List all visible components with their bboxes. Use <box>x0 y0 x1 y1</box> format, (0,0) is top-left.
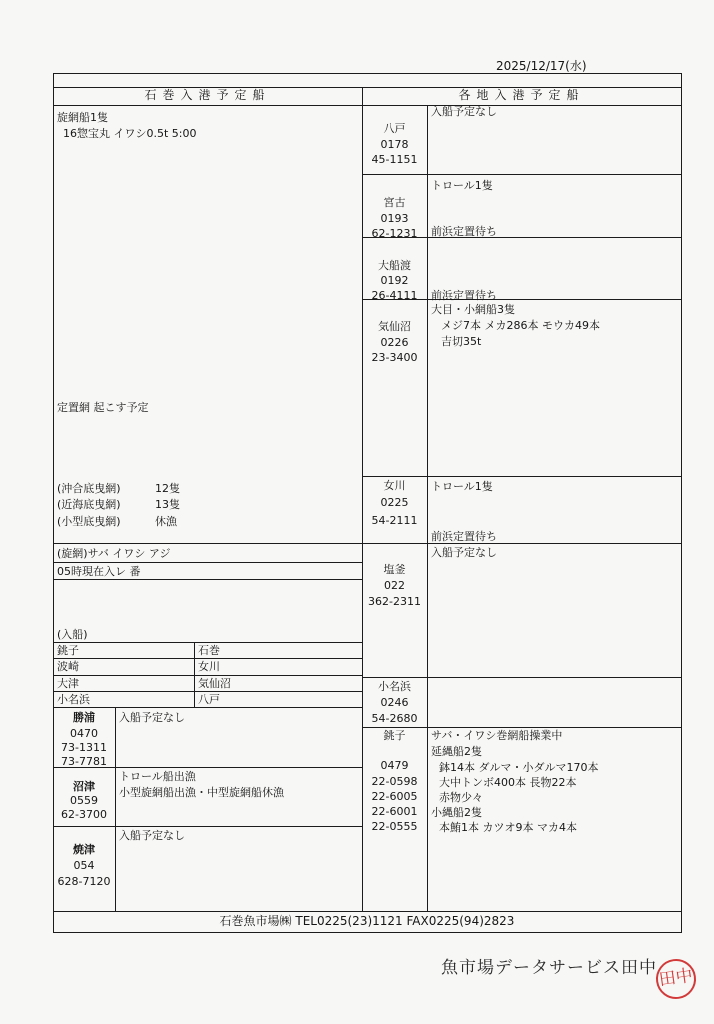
port-name: 八戸 <box>383 122 406 135</box>
left-row-line-6 <box>53 675 362 676</box>
lower-left-divider <box>115 707 116 911</box>
port-grid-divider <box>194 642 195 707</box>
right-row-line-7 <box>362 727 681 728</box>
port-tel: 73-7781 <box>61 755 107 768</box>
port-tel: 0226 <box>380 336 409 349</box>
purse-seine-title: 旋網船1隻 <box>57 111 108 124</box>
left-row-line-1 <box>53 543 362 544</box>
port-tel: 23-3400 <box>371 351 418 364</box>
port-tel: 022 <box>384 579 405 592</box>
port-tel: 62-3700 <box>61 808 107 821</box>
port-name: 塩釜 <box>383 563 406 576</box>
port-tel: 362-2311 <box>368 595 421 608</box>
port-cell: 女川 <box>198 660 220 673</box>
port-cell: 小名浜 <box>57 693 90 706</box>
port-cell: 波崎 <box>57 660 79 673</box>
port-tel: 0178 <box>380 138 409 151</box>
left-header: 石巻入港予定船 <box>144 88 271 102</box>
right-header: 各地入港予定船 <box>458 88 585 102</box>
footer-top-line <box>53 911 681 912</box>
port-name: 気仙沼 <box>378 320 411 333</box>
port-note: 入船予定なし <box>119 829 185 842</box>
port-note: 本鮪1本 カツオ9本 マカ4本 <box>439 821 577 834</box>
port-note: 前浜定置待ち <box>431 289 497 302</box>
port-note: 入船予定なし <box>119 711 185 724</box>
port-tel: 73-1311 <box>61 741 107 754</box>
footer-contact: 石巻魚市場㈱ TEL0225(23)1121 FAX0225(94)2823 <box>219 914 515 928</box>
trawl-value: 休漁 <box>155 515 177 528</box>
port-name: 銚子 <box>383 729 406 742</box>
port-tel: 0246 <box>380 696 409 709</box>
port-tel: 22-0555 <box>371 820 418 833</box>
port-note: 大目・小網船3隻 <box>431 303 515 316</box>
port-note: 入船予定なし <box>431 546 497 559</box>
seal-stamp: 田中 <box>653 956 698 1001</box>
left-row-line-8 <box>53 707 362 708</box>
port-note: トロール船出漁 <box>119 770 196 783</box>
port-tel: 54-2111 <box>371 514 418 527</box>
port-note: トロール1隻 <box>431 179 493 192</box>
port-note: 入船予定なし <box>431 105 497 118</box>
port-tel: 26-4111 <box>371 289 418 302</box>
entering-title: (入船) <box>57 628 88 641</box>
port-tel: 628-7120 <box>57 875 111 888</box>
left-row-line-5 <box>53 658 362 659</box>
port-tel: 22-0598 <box>371 775 418 788</box>
port-name: 沼津 <box>73 780 95 793</box>
port-name: 大船渡 <box>378 259 411 272</box>
right-row-line-4 <box>362 476 681 477</box>
trawl-value: 13隻 <box>155 498 180 511</box>
port-note: 前浜定置待ち <box>431 225 497 238</box>
port-cell: 大津 <box>57 677 79 690</box>
port-note: 延縄船2隻 <box>431 745 482 758</box>
port-note: 小縄船2隻 <box>431 806 482 819</box>
left-row-line-7 <box>53 691 362 692</box>
trawl-label: (沖合底曳網) <box>57 482 121 495</box>
catch-line: (旋網)サバ イワシ アジ <box>57 547 171 560</box>
top-border <box>53 73 681 74</box>
port-tel: 0225 <box>380 496 409 509</box>
trawl-label: (小型底曳網) <box>57 515 121 528</box>
port-note: 前浜定置待ち <box>431 530 497 543</box>
port-note: 大中トンボ400本 長物22本 <box>439 776 577 789</box>
port-name: 焼津 <box>73 843 95 856</box>
left-row-line-4 <box>53 642 362 643</box>
current-status: 05時現在入レ 番 <box>57 565 141 578</box>
port-note: サバ・イワシ巻網船操業中 <box>431 729 563 742</box>
bottom-border <box>53 932 681 933</box>
lower-row-line-2 <box>53 826 362 827</box>
port-tel: 054 <box>73 859 95 872</box>
trawl-label: (近海底曳網) <box>57 498 121 511</box>
port-note: トロール1隻 <box>431 480 493 493</box>
port-tel: 22-6001 <box>371 805 418 818</box>
port-tel: 0479 <box>380 759 409 772</box>
port-tel: 0559 <box>70 794 98 807</box>
right-inner-divider <box>427 105 428 911</box>
report-date: 2025/12/17(水) <box>496 59 587 73</box>
handwritten-signature: 魚市場データサービス田中 <box>441 958 657 978</box>
right-row-line-1 <box>362 174 681 175</box>
port-name: 宮古 <box>383 196 406 209</box>
purse-seine-detail: 16惣宝丸 イワシ0.5t 5:00 <box>63 127 197 140</box>
port-note: 吉切35t <box>441 335 482 348</box>
port-note: 鉢14本 ダルマ・小ダルマ170本 <box>439 761 599 774</box>
port-cell: 石巻 <box>198 644 220 657</box>
port-cell: 銚子 <box>57 644 79 657</box>
port-cell: 八戸 <box>198 693 220 706</box>
port-name: 女川 <box>383 479 406 492</box>
trawl-value: 12隻 <box>155 482 180 495</box>
port-tel: 22-6005 <box>371 790 418 803</box>
port-cell: 気仙沼 <box>198 677 231 690</box>
right-row-line-5 <box>362 543 681 544</box>
right-border <box>681 73 682 933</box>
left-row-line-3 <box>53 579 362 580</box>
port-tel: 45-1151 <box>371 153 418 166</box>
set-net-note: 定置網 起こす予定 <box>57 401 149 414</box>
port-note: メジ7本 メカ286本 モウカ49本 <box>441 319 600 332</box>
port-note: 赤物少々 <box>439 791 483 804</box>
port-tel: 0470 <box>70 727 98 740</box>
left-row-line-2 <box>53 562 362 563</box>
port-name: 小名浜 <box>378 680 411 693</box>
port-tel: 62-1231 <box>371 227 418 240</box>
right-row-line-6 <box>362 677 681 678</box>
port-name: 勝浦 <box>73 711 95 724</box>
port-tel: 54-2680 <box>371 712 418 725</box>
header-bottom-line <box>53 105 681 106</box>
port-tel: 0193 <box>380 212 409 225</box>
port-tel: 0192 <box>380 274 409 287</box>
port-note: 小型旋網船出漁・中型旋網船休漁 <box>119 786 284 799</box>
